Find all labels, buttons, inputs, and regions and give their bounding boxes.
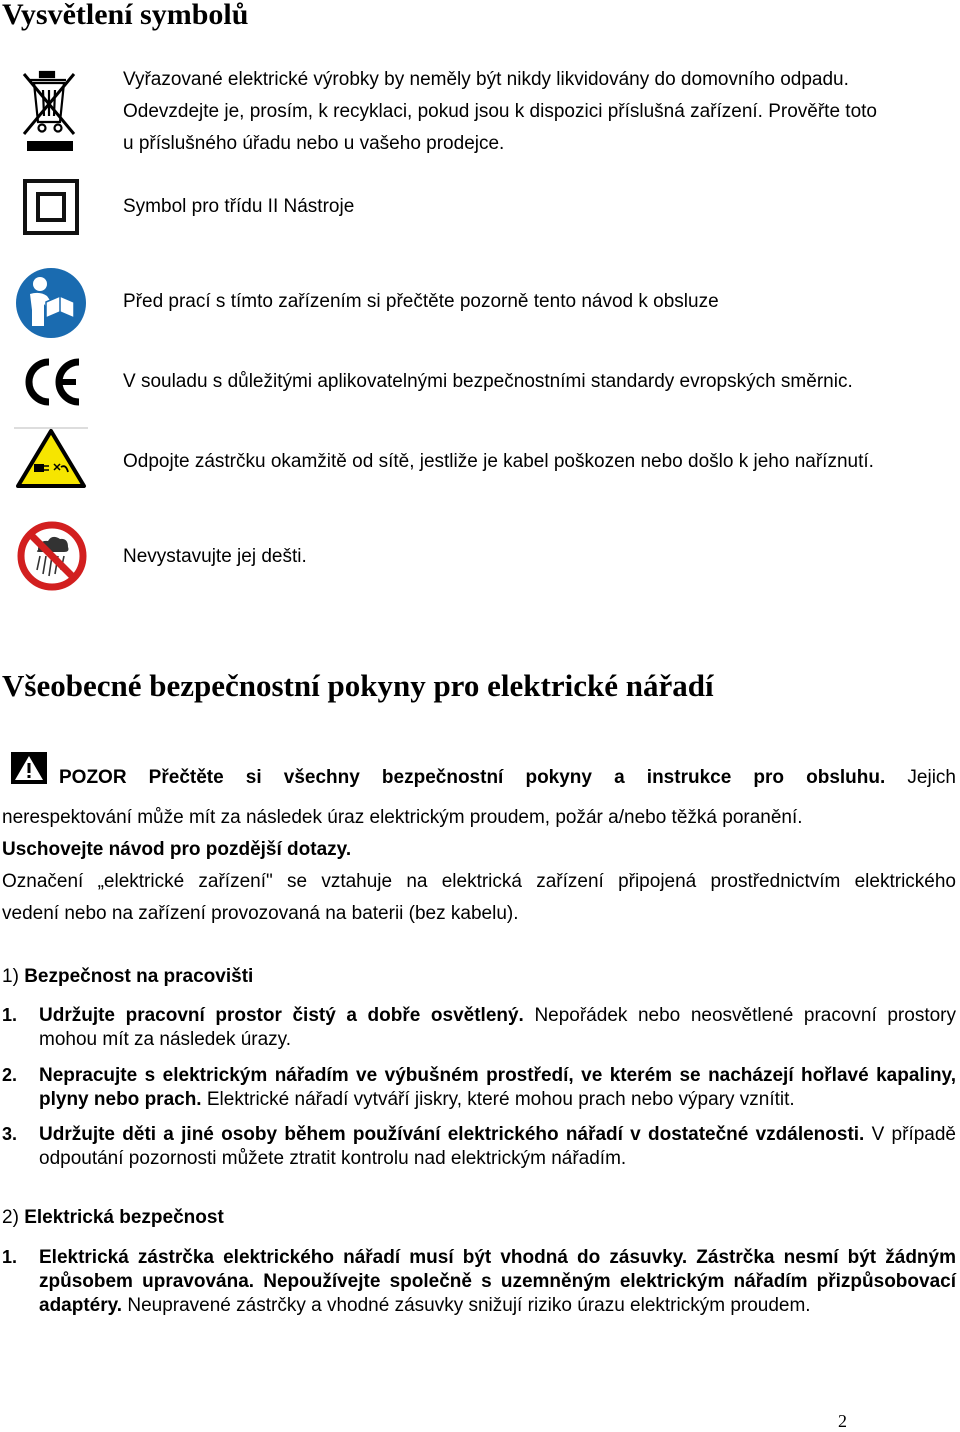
unplug-text: Odpojte zástrčku okamžitě od sítě, jestliže je kabel poškozen nebo došlo k jeho naříznutí. [123,451,874,472]
warning-icon [11,752,47,784]
class-two-text: Symbol pro třídu II Nástroje [123,196,355,217]
s1-item-2-number: 2. [2,1065,18,1085]
ce-mark-icon [20,356,84,408]
s1-item-2 [39,1064,956,1112]
s1-item-3 [39,1123,956,1171]
crossed-bin-icon [22,68,78,156]
section-1-title: Bezpečnost na pracovišti [24,966,254,987]
s1-item-3-number: 3. [2,1124,18,1144]
s1-item-2-bold: Nepracujte s elektrickým nářadím ve výbušném prostředí, ve kterém se nacházejí hořlavé kapaliny, plyny nebo prach. [39,1065,956,1110]
s2-item-1-text: Neupravené zástrčky a vhodné zásuvky snižují riziko úrazu elektrickým proudem. [127,1295,811,1316]
safety-heading: Všeobecné bezpečnostní pokyny pro elektrické nářadí [2,668,714,703]
s2-item-1 [39,1246,956,1318]
section-2-prefix: 2) [2,1207,19,1228]
weee-line-3: u příslušného úřadu nebo u vašeho prodejce. [123,133,505,154]
read-manual-icon [14,266,88,340]
s2-item-1-number: 1. [2,1247,18,1267]
s1-item-1 [39,1004,956,1052]
manual-text: Před prací s tímto zařízením si přečtěte pozorně tento návod k obsluze [123,291,719,312]
s1-item-1-text: Nepořádek nebo neosvětlené pracovní prostory mohou mít za následek úrazy. [39,1005,957,1050]
section-1-prefix: 1) [2,966,19,987]
unplug-warning-icon [14,426,88,490]
warning-line-2: nerespektování může mít za následek úraz elektrickým proudem, požár a/nebo těžká poranění. [2,807,803,828]
weee-line-1: Vyřazované elektrické výrobky by neměly být nikdy likvidovány do domovního odpadu. [123,69,849,90]
section-2-heading [2,1202,956,1234]
s1-item-3-text: V případě odpoutání pozornosti můžete ztratit kontrolu nad elektrickým nářadím. [39,1124,956,1169]
s1-item-2-text: Elektrické nářadí vytváří jiskry, které mohou prach nebo výpary vznítit. [206,1089,795,1110]
s1-item-1-bold: Udržujte pracovní prostor čistý a dobře osvětlený. [39,1005,524,1026]
warning-line-1 [59,762,956,794]
s1-item-3-bold: Udržujte děti a jiné osoby během používání elektrického nářadí v dostatečné vzdálenosti. [39,1124,865,1145]
warning-bold: POZOR Přečtěte si všechny bezpečnostní pokyny a instrukce pro obsluhu. [59,767,886,788]
weee-line-2: Odevzdejte je, prosím, k recyklaci, pokud jsou k dispozici příslušná zařízení. Prověřte toto [123,101,877,122]
page-number: 2 [838,1411,847,1431]
keep-manual-text: Uschovejte návod pro pozdější dotazy. [2,839,352,860]
s2-item-1-bold: Elektrická zástrčka elektrického nářadí musí být vhodná do zásuvky. Zástrčka nesmí být žádným způsobem upravována. Nepoužívejte společně s uzemněným elektrickým nářadím přizpůsobovací adaptéry. [39,1247,956,1316]
s1-item-1-number: 1. [2,1005,18,1025]
class-two-icon [22,178,80,236]
definition-line-2: vedení nebo na zařízení provozovaná na baterii (bez kabelu). [2,903,519,924]
section-2-title: Elektrická bezpečnost [24,1207,224,1228]
symbols-heading: Vysvětlení symbolů [2,0,249,31]
section-1-heading [2,961,956,993]
warning-rest: Jejich [907,767,956,788]
rain-text: Nevystavujte jej dešti. [123,546,307,567]
definition-line-1: Označení „elektrické zařízení" se vztahuje na elektrická zařízení připojená prostřednictvím elektrického [2,871,956,892]
no-rain-icon [16,520,88,592]
ce-text: V souladu s důležitými aplikovatelnými bezpečnostními standardy evropských směrnic. [123,371,853,392]
